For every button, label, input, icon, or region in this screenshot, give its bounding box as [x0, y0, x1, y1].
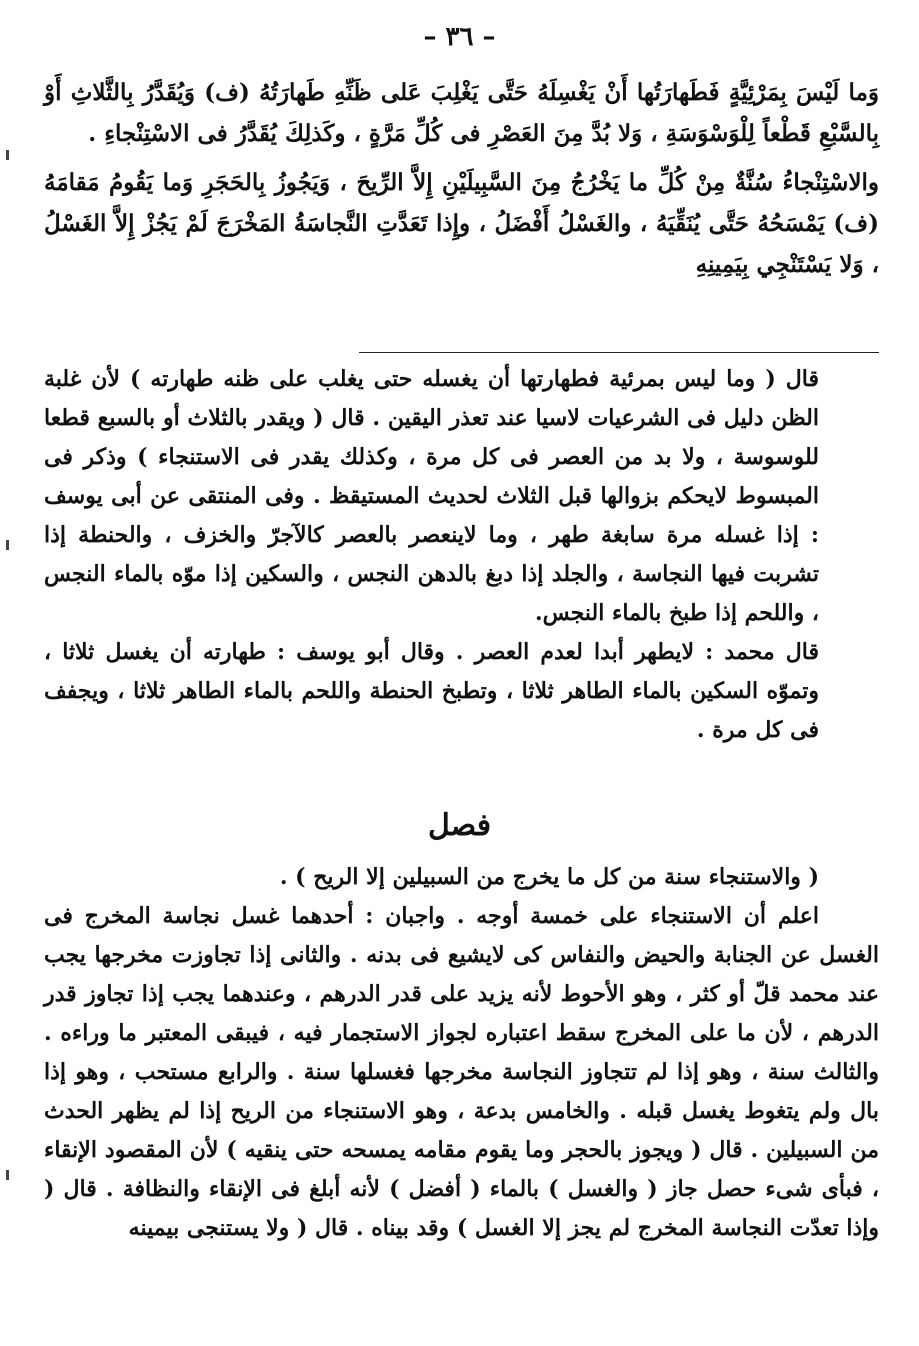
commentary-paragraph: قال محمد : لايطهر أبدا لعدم العصر . وقال أبو يوسف : طهارته أن يغسل ثلاثا ، وتموّه السكين بالماء الطاهر ثلاثا ، وتطبخ الحنطة واللحم بالماء الطاهر ثلاثا ، ويجفف فى كل مرة . [44, 639, 819, 743]
section-quote: ( والاستنجاء سنة من كل ما يخرج من السبيلين إلا الريح ) . [279, 864, 819, 890]
page-number: – ٣٦ – [423, 22, 496, 52]
matn-paragraph: والاسْتِنْجاءُ سُنَّةٌ مِنْ كُلِّ ما يَخْرُجُ مِنَ السَّبِيلَيْنِ إِلاَّ الرِّيحَ ، وَيَجُوزُ بِالحَجَرِ وَما يَقُومُ مَقامَهُ (ف) يَمْسَحُهُ حَتَّى يُنَقِّيَهُ ، والغَسْلُ أَفْضَلُ ، وإِذا تَعَدَّتِ النَّجاسَةُ المَخْرَجَ لَمْ يَجُزْ إِلاَّ الغَسْلُ ، وَلا يَسْتَنْجِي بِيَمِينِهِ [44, 169, 879, 278]
matn-text-block [44, 72, 879, 293]
matn-paragraph: وَما لَيْسَ بِمَرْئِيَّةٍ فَطَهارَتُها أَنْ يَغْسِلَهُ حَتَّى يَغْلِبَ عَلى ظَنِّهِ طَهارَتُهُ (ف) وَيُقَدَّرُ بِالثَّلاثِ أَوْ بِالسَّبْعِ قَطْعاً لِلْوَسْوَسَةِ ، وَلا بُدَّ مِنَ العَصْرِ فى كُلِّ مَرَّةٍ ، وكَذلِكَ يُقَدَّرُ فى الاسْتِنْجاءِ . [44, 79, 879, 147]
commentary-paragraph: قال ( وما ليس بمرئية فطهارتها أن يغسله حتى يغلب على ظنه طهارته ) لأن غلبة الظن دليل فى الشرعيات لاسيا عند تعذر اليقين . قال ( ويقدر بالثلاث أو بالسبع قطعا للوسوسة ، ولا بد من العصر فى كل مرة ، وكذلك يقدر فى الاستنجاء ) وذكر فى المبسوط لايحكم بزوالها قبل الثلاث لحديث المستيقظ . وفى المنتقى عن أبى يوسف : إذا غسله مرة سابغة طهر ، وما لاينعصر بالعصر كالآجرّ والخزف ، والحنطة إذا تشربت فيها النجاسة ، والجلد إذا دبغ بالدهن النجس ، والسكين إذا موّه بالماء النجس ، واللحم إذا طبخ بالماء النجس. [44, 366, 819, 626]
section-text-block [44, 858, 879, 1248]
margin-mark [6, 1170, 9, 1180]
section-paragraph: اعلم أن الاستنجاء على خمسة أوجه . واجبان : أحدهما غسل نجاسة المخرج فى الغسل عن الجنابة والحيض والنفاس كى لايشيع فى بدنه . والثانى إذا تجاوزت مخرجها يجب عند محمد قلّ أو كثر ، وهو الأحوط لأنه يزيد على قدر الدرهم ، وعندهما يجب إذا تجاوز قدر الدرهم ، لأن ما على المخرج سقط اعتباره لجواز الاستجمار فيه ، فيبقى المعتبر ما وراءه . والثالث سنة ، وهو إذا لم تتجاوز النجاسة مخرجها فغسلها سنة . والرابع مستحب ، وهو إذا بال ولم يتغوط يغسل قبله . والخامس بدعة ، وهو الاستنجاء من الريح إذا لم يظهر الحدث من السبيلين . قال ( ويجوز بالحجر وما يقوم مقامه يمسحه حتى ينقيه ) لأن المقصود الإنقاء ، فبأى شىء حصل جاز ( والغسل ) بالماء ( أفضل ) لأنه أبلغ فى الإنقاء والنظافة . قال ( وإذا تعدّت النجاسة المخرج لم يجز إلا الغسل ) وقد بيناه . قال ( ولا يستنجى بيمينه [44, 903, 880, 1241]
margin-mark [6, 540, 9, 550]
section-heading: فصل [427, 808, 492, 843]
separator-rule [359, 352, 879, 353]
margin-mark [6, 150, 9, 160]
commentary-text-block [44, 360, 819, 750]
